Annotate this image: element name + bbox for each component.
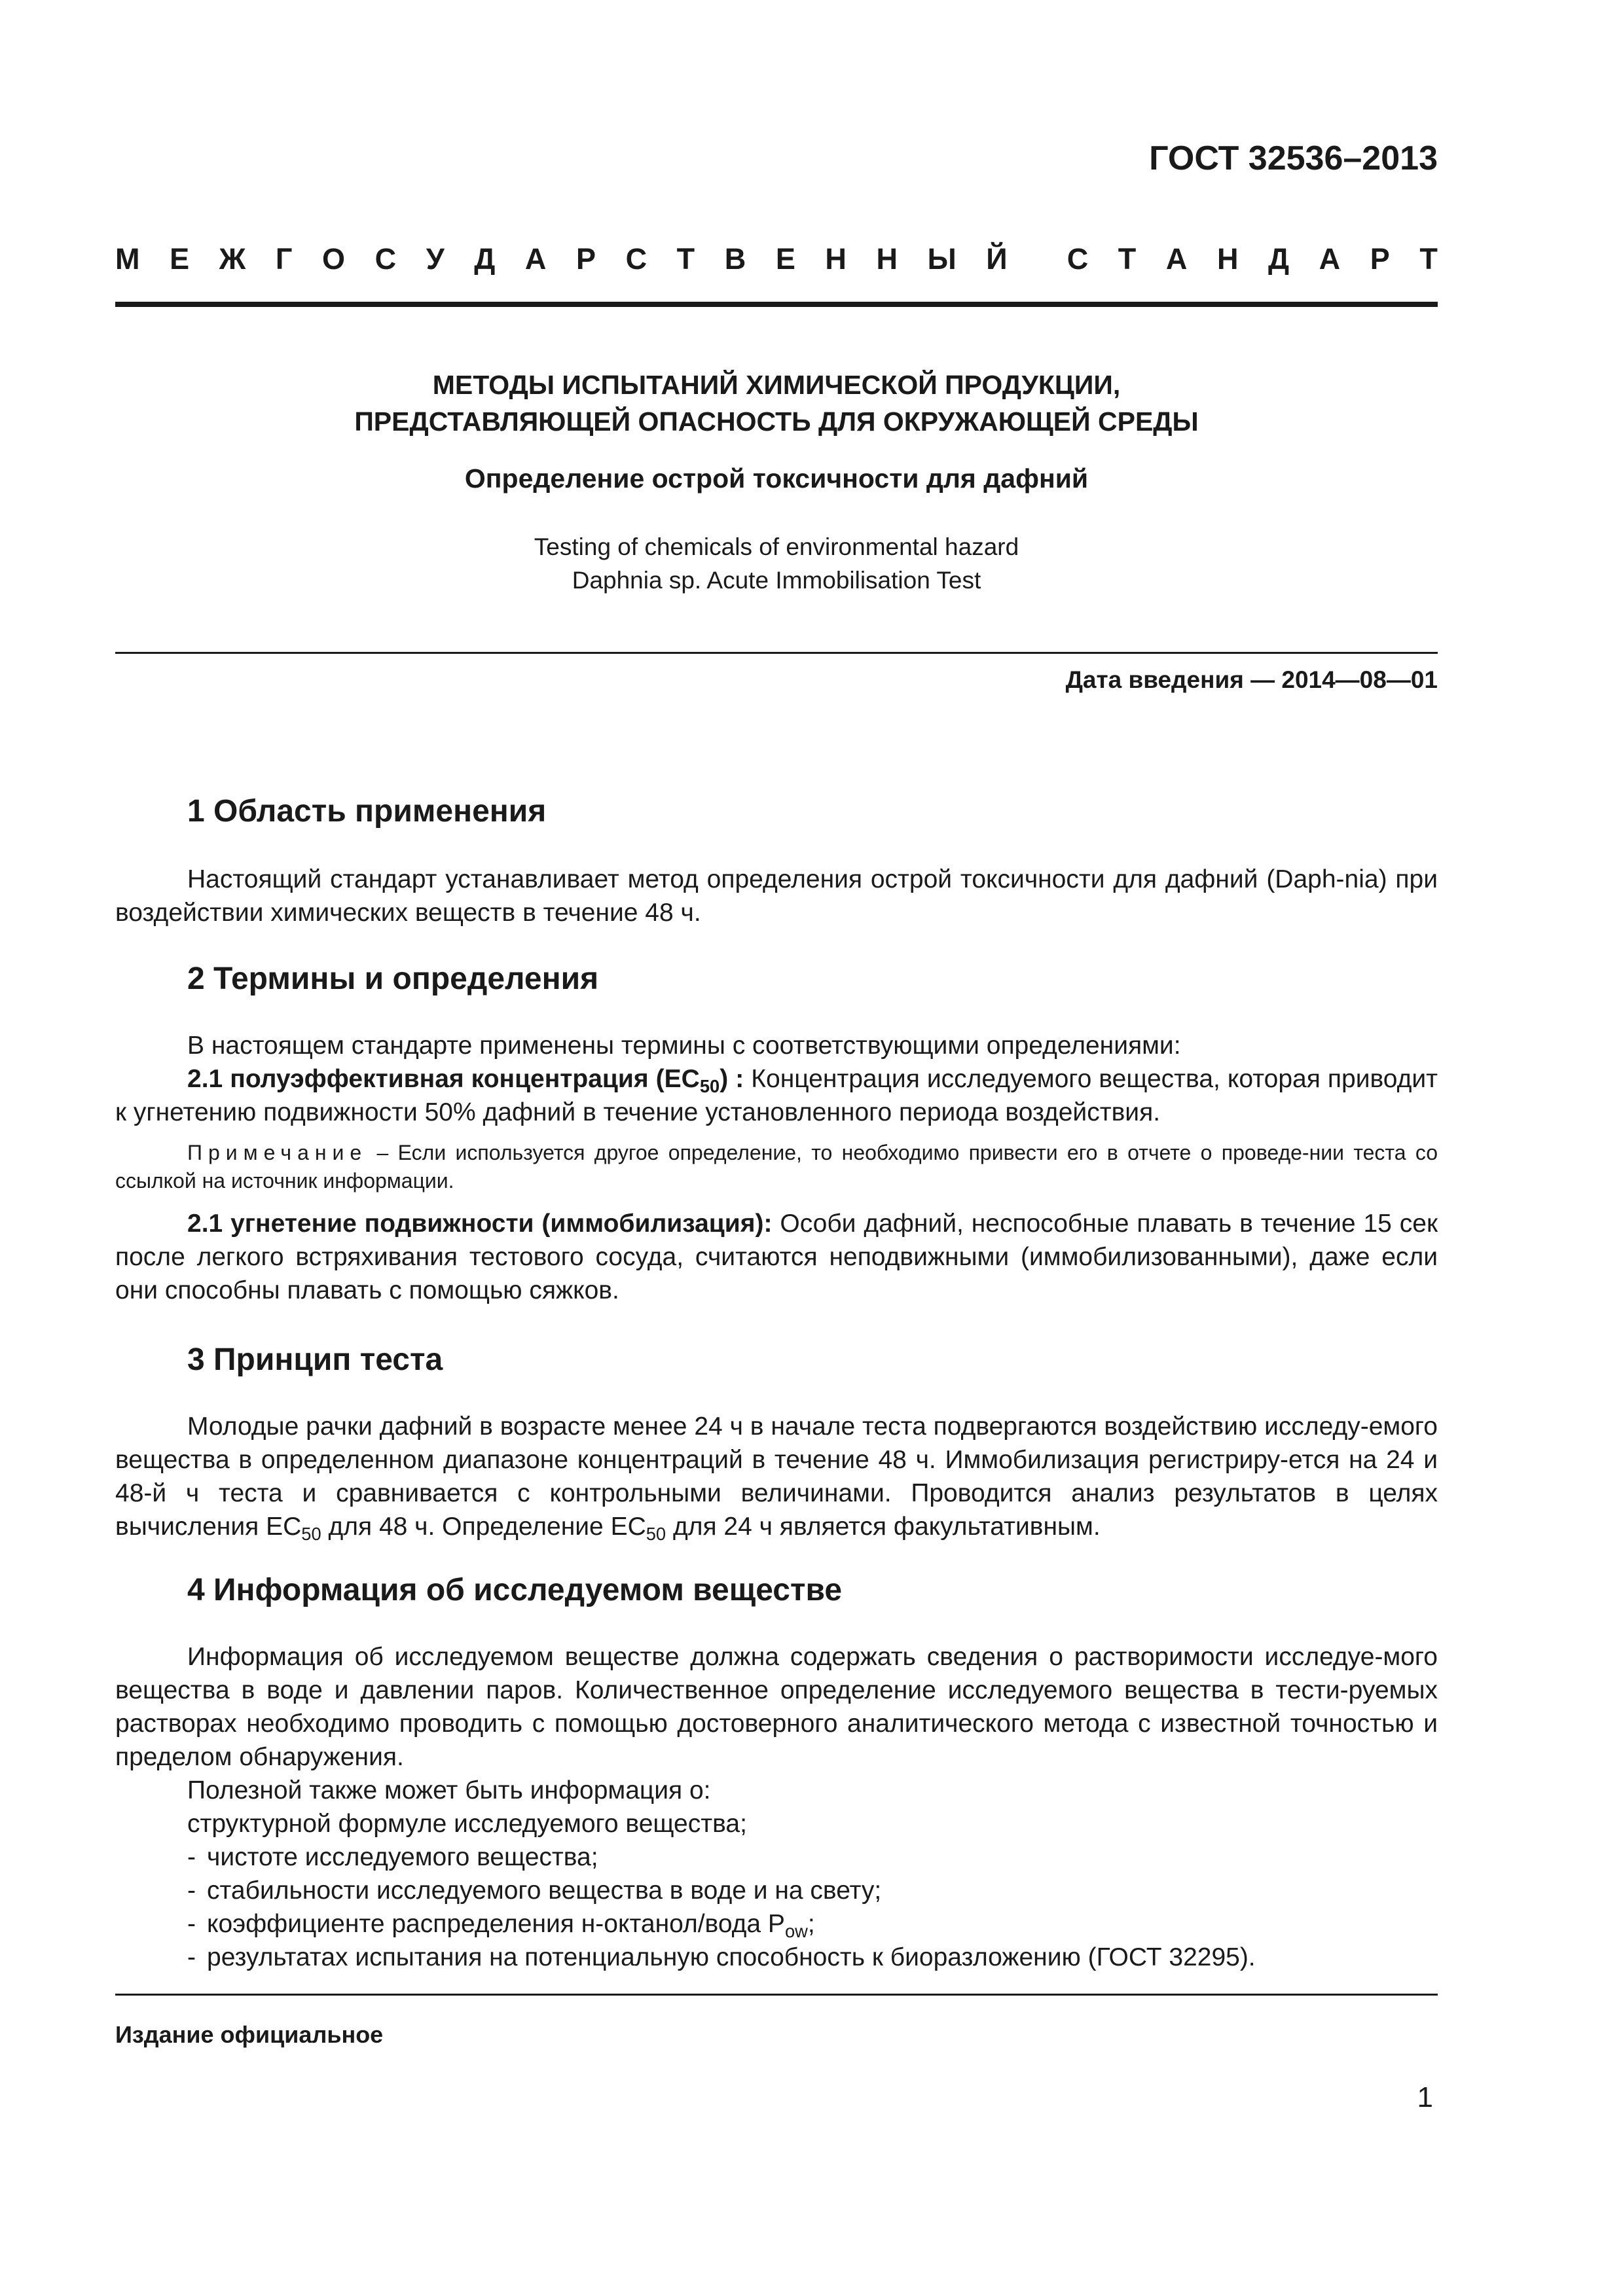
note-paragraph bbox=[115, 1139, 1438, 1195]
section-2 bbox=[115, 960, 1438, 999]
list-item: - результатах испытания на потенциальную способность к биоразложению (ГОСТ 32295). bbox=[187, 1943, 1256, 1971]
section-1-paragraph: Настоящий стандарт устанавливает метод определения острой токсичности для дафний (Daph-nia) при воздействии химических веществ в течение 48 ч. bbox=[115, 865, 1438, 927]
section-1-body bbox=[115, 863, 1438, 929]
banner-letter: Р bbox=[575, 242, 596, 276]
term-immobilisation-label: 2.1 угнетение подвижности (иммобилизация): bbox=[187, 1210, 773, 1238]
english-title bbox=[115, 530, 1438, 597]
section-2-term-2 bbox=[115, 1207, 1438, 1307]
english-title-line-1: Testing of chemicals of environmental hazard bbox=[534, 533, 1019, 560]
term-ec50-definition: Концентрация исследуемого вещества, которая приводит к угнетению подвижности 50% дафний в течение установленного периода воздействия. bbox=[115, 1065, 1438, 1126]
term-immobilisation bbox=[115, 1207, 1438, 1307]
section-3-body bbox=[115, 1410, 1438, 1543]
title-line-2: ПРЕДСТАВЛЯЮЩЕЙ ОПАСНОСТЬ ДЛЯ ОКРУЖАЮЩЕЙ СРЕДЫ bbox=[354, 406, 1199, 437]
section-4 bbox=[115, 1571, 1438, 1610]
banner-letter: А bbox=[524, 242, 547, 276]
section-2-note bbox=[115, 1139, 1438, 1195]
banner-letter: Д bbox=[1268, 242, 1290, 276]
banner-letter: О bbox=[322, 242, 346, 276]
banner-letter: А bbox=[1319, 242, 1341, 276]
term-immobilisation-definition: Особи дафний, неспособные плавать в течение 15 сек после легкого встряхивания тестового сосуда, считаются неподвижными (иммобилизованными), даже если они способны плавать с помощью сяжков. bbox=[115, 1210, 1438, 1304]
introduction-date: Дата введения — 2014—08—01 bbox=[1065, 666, 1438, 693]
list-item: - чистоте исследуемого вещества; bbox=[187, 1843, 598, 1871]
section-1-heading: 1 Область применения bbox=[187, 794, 547, 829]
section-2-intro: В настоящем стандарте применены термины с соответствующими определениями: bbox=[187, 1031, 1181, 1060]
edition-note: Издание официальное bbox=[115, 2021, 384, 2048]
standard-type-banner bbox=[115, 242, 1438, 276]
banner-letter: Г bbox=[275, 242, 293, 276]
list-item: - коэффициенте распределения н-октанол/вода $P_{ow}$; bbox=[187, 1910, 815, 1942]
banner-letter: В bbox=[724, 242, 746, 276]
banner-letter: Н bbox=[876, 242, 898, 276]
banner-letter: Т bbox=[1419, 242, 1438, 276]
note-text: – Если используется другое определение, то необходимо привести его в отчете о проведе-нии теста со ссылкой на источник информации. bbox=[115, 1141, 1438, 1193]
footer-divider bbox=[115, 1994, 1438, 1996]
title-line-1: МЕТОДЫ ИСПЫТАНИЙ ХИМИЧЕСКОЙ ПРОДУКЦИИ, bbox=[432, 370, 1121, 400]
banner-letter: Н bbox=[825, 242, 847, 276]
section-3 bbox=[115, 1340, 1438, 1380]
banner-letter: Т bbox=[676, 242, 695, 276]
banner-letter: Ж bbox=[219, 242, 246, 276]
banner-letter: У bbox=[426, 242, 445, 276]
banner-letter: С bbox=[374, 242, 397, 276]
banner-letter: М bbox=[115, 242, 140, 276]
banner-letter: Р bbox=[1370, 242, 1390, 276]
banner-letter: Д bbox=[474, 242, 496, 276]
document-subtitle: Определение острой токсичности для дафний bbox=[464, 463, 1089, 493]
list-item: - стабильности исследуемого вещества в воде и на свету; bbox=[187, 1876, 882, 1905]
term-ec50 bbox=[115, 1062, 1438, 1129]
banner-letter: Ы bbox=[927, 242, 957, 276]
section-4-paragraph-2: Полезной также может быть информация о: bbox=[187, 1776, 711, 1804]
page-number: 1 bbox=[1417, 2081, 1433, 2113]
banner-letter: С bbox=[1067, 242, 1089, 276]
section-4-heading: 4 Информация об исследуемом веществе bbox=[187, 1573, 843, 1607]
banner-letter: Й bbox=[986, 242, 1008, 276]
banner-letter: Н bbox=[1216, 242, 1239, 276]
section-1 bbox=[115, 792, 1438, 831]
section-2-heading: 2 Термины и определения bbox=[187, 961, 599, 996]
title-divider bbox=[115, 652, 1438, 654]
banner-letter: Е bbox=[170, 242, 190, 276]
note-label: Примечание bbox=[187, 1141, 368, 1164]
section-4-paragraph-3: структурной формуле исследуемого вещества; bbox=[187, 1810, 747, 1838]
english-title-line-2: Daphnia sp. Acute Immobilisation Test bbox=[572, 567, 981, 594]
banner-letter: Е bbox=[775, 242, 795, 276]
standard-code: ГОСТ 32536–2013 bbox=[1149, 139, 1438, 177]
banner-letter: С bbox=[625, 242, 647, 276]
section-4-body bbox=[115, 1640, 1438, 1974]
term-ec50-label: 2.1 полуэффективная концентрация $(EC_{50})$ : bbox=[187, 1065, 744, 1097]
header-divider bbox=[115, 302, 1438, 307]
section-2-body bbox=[115, 1029, 1438, 1129]
section-3-heading: 3 Принцип теста bbox=[187, 1342, 443, 1377]
banner-letter: А bbox=[1165, 242, 1188, 276]
info-list bbox=[115, 1840, 1438, 1974]
section-4-paragraph-1: Информация об исследуемом веществе должна содержать сведения о растворимости исследуе-мого вещества в воде и давлении паров. Количественное определение исследуемого вещества в тести-руемых растворах необходимо проводить с помощью достоверного аналитического метода с известной точностью и пределом обнаружения. bbox=[115, 1643, 1438, 1771]
document-title bbox=[115, 367, 1438, 440]
banner-letter: Т bbox=[1118, 242, 1137, 276]
section-3-paragraph: Молодые рачки дафний в возрасте менее 24 ч в начале теста подвергаются воздействию исследу-емого вещества в определенном диапазоне концентраций в течение 48 ч. Иммобилизация регистриру-ется на 24 и 48-й ч теста и сравнивается с контрольными величинами. Проводится анализ результатов в целях вычисления $EC_{50}$ для 48 ч. Определение $EC_{50}$ для 24 ч является факультативным. bbox=[115, 1412, 1438, 1545]
